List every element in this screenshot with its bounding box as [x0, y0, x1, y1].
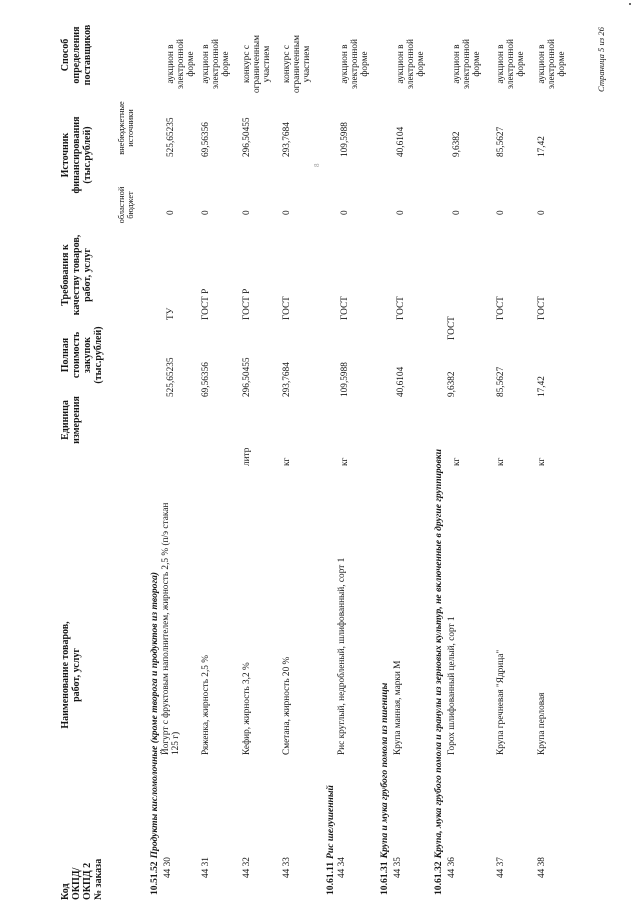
group-code: 10.51.52 [149, 861, 160, 895]
row-quality: ГОСТ [496, 296, 506, 320]
row-cost: 525,65235 [166, 357, 176, 397]
header-unit-text: Единица измерения [60, 396, 82, 444]
group-code: 10.61.11 [325, 861, 336, 895]
row-quality: ГОСТ [447, 316, 457, 340]
row-regional: 0 [242, 210, 252, 215]
row-method: конкурс с ограниченным участием [282, 34, 312, 94]
row-cost: 69,56356 [201, 362, 211, 397]
row-method: аукцион в электронной форме [340, 38, 370, 90]
group-heading [380, 683, 390, 895]
row-unit: кг [496, 457, 506, 466]
row-regional: 0 [340, 210, 350, 215]
row-order: 44 35 [393, 857, 403, 878]
row-method: конкурс с ограниченным участием [242, 34, 272, 94]
row-regional: 0 [201, 210, 211, 215]
row-regional: 0 [282, 210, 292, 215]
row-unit: кг [282, 457, 292, 466]
row-order: 44 36 [447, 857, 457, 878]
row-extra: 85,5627 [496, 126, 506, 157]
row-extra: 9,6382 [452, 131, 462, 157]
row-extra: 296,50455 [242, 117, 252, 157]
group-title: Крупа, мука грубого помола и гранулы из зерновых культур, не включенные в другие группировки [433, 449, 444, 859]
row-name: Кефир, жирность 3,2 % [242, 662, 252, 755]
row-order: 44 30 [163, 857, 173, 878]
header-cost-text: Полная стоимость закупок (тыс.рублей) [60, 326, 104, 384]
row-quality: ГОСТ Р [201, 288, 211, 320]
group-title: Крупа и мука грубого помола из пшеницы [379, 682, 390, 859]
corner-mark [629, 3, 631, 5]
stray-mark: 8 [313, 163, 321, 167]
row-order: 44 34 [337, 857, 347, 878]
header-source-text: Источник финансирования (тыс.рублей) [60, 116, 93, 194]
header-name [60, 595, 82, 755]
row-name: Рис круглый, недробленый, шлифованный, сорт 1 [337, 557, 347, 755]
row-cost: 293,7684 [282, 362, 292, 397]
row-order: 44 38 [537, 857, 547, 878]
row-name: Крупа манная, марки М [393, 660, 403, 755]
group-heading [434, 449, 444, 895]
row-quality: ГОСТ [396, 296, 406, 320]
header-cost [60, 315, 104, 395]
row-extra: 109,5988 [340, 122, 350, 157]
row-quality: ГОСТ [537, 296, 547, 320]
row-extra: 17,42 [537, 136, 547, 157]
row-cost: 296,50455 [242, 357, 252, 397]
header-method-text: Способ определения поставщиков [60, 24, 93, 86]
row-regional: 0 [496, 210, 506, 215]
group-code: 10.61.32 [433, 861, 444, 895]
group-heading [150, 572, 160, 895]
row-method: аукцион в электронной форме [201, 38, 231, 90]
row-method: аукцион в электронной форме [452, 38, 482, 90]
row-unit: кг [340, 457, 350, 466]
row-quality: ГОСТ [282, 296, 292, 320]
row-method: аукцион в электронной форме [166, 38, 196, 90]
row-unit: кг [537, 457, 547, 466]
header-code [60, 770, 104, 900]
row-cost: 85,5627 [496, 366, 506, 397]
row-name: Горох шлифованный целый, сорт 1 [447, 616, 457, 755]
row-extra: 69,56356 [201, 122, 211, 157]
group-code: 10.61.31 [379, 861, 390, 895]
header-unit [60, 385, 82, 455]
row-name: Крупа гречневая "Ядрица" [496, 649, 506, 755]
row-order: 44 37 [496, 857, 506, 878]
group-title: Продукты кисломолочные (кроме творога и продуктов из творога) [149, 571, 160, 859]
header-code-text: Код ОКПД/ ОКПД 2 № заказа [60, 858, 104, 900]
row-order: 44 32 [242, 857, 252, 878]
row-order: 44 31 [201, 857, 211, 878]
row-quality: ГОСТ [340, 296, 350, 320]
row-cost: 109,5988 [340, 362, 350, 397]
row-regional: 0 [396, 210, 406, 215]
row-regional: 0 [537, 210, 547, 215]
row-name: Сметана, жирность 20 % [282, 656, 292, 755]
row-extra: 525,65235 [166, 117, 176, 157]
group-title: Рис шелушенный [325, 785, 336, 859]
header-quality [60, 225, 93, 325]
page-number: Страница 5 из 26 [596, 27, 606, 92]
row-quality: ГОСТ Р [242, 288, 252, 320]
header-source-extra: внебюджетные источники [117, 101, 135, 155]
row-extra: 40,6104 [396, 126, 406, 157]
header-source-regional: областной бюджет [117, 186, 135, 224]
row-name: Крупа перловая [537, 692, 547, 755]
row-cost: 17,42 [537, 376, 547, 397]
row-extra: 293,7684 [282, 122, 292, 157]
row-regional: 0 [452, 210, 462, 215]
row-name: Йогурт с фруктовым наполнителем, жирность 2,5 % (п/э стакан 125 г) [161, 502, 181, 755]
header-name-text: Наименование товаров, работ, услуг [60, 621, 82, 729]
row-quality: ТУ [166, 307, 176, 320]
row-unit: кг [452, 457, 462, 466]
row-method: аукцион в электронной форме [496, 38, 526, 90]
header-method [60, 0, 93, 110]
row-method: аукцион в электронной форме [537, 38, 567, 90]
row-cost: 9,6382 [447, 371, 457, 397]
row-method: аукцион в электронной форме [396, 38, 426, 90]
row-regional: 0 [166, 210, 176, 215]
row-unit: литр [242, 447, 252, 466]
row-name: Ряженка, жирность 2,5 % [201, 655, 211, 755]
group-heading [326, 785, 336, 895]
header-quality-text: Требования к качеству товаров, работ, услуг [60, 234, 93, 316]
row-cost: 40,6104 [396, 366, 406, 397]
row-order: 44 33 [282, 857, 292, 878]
